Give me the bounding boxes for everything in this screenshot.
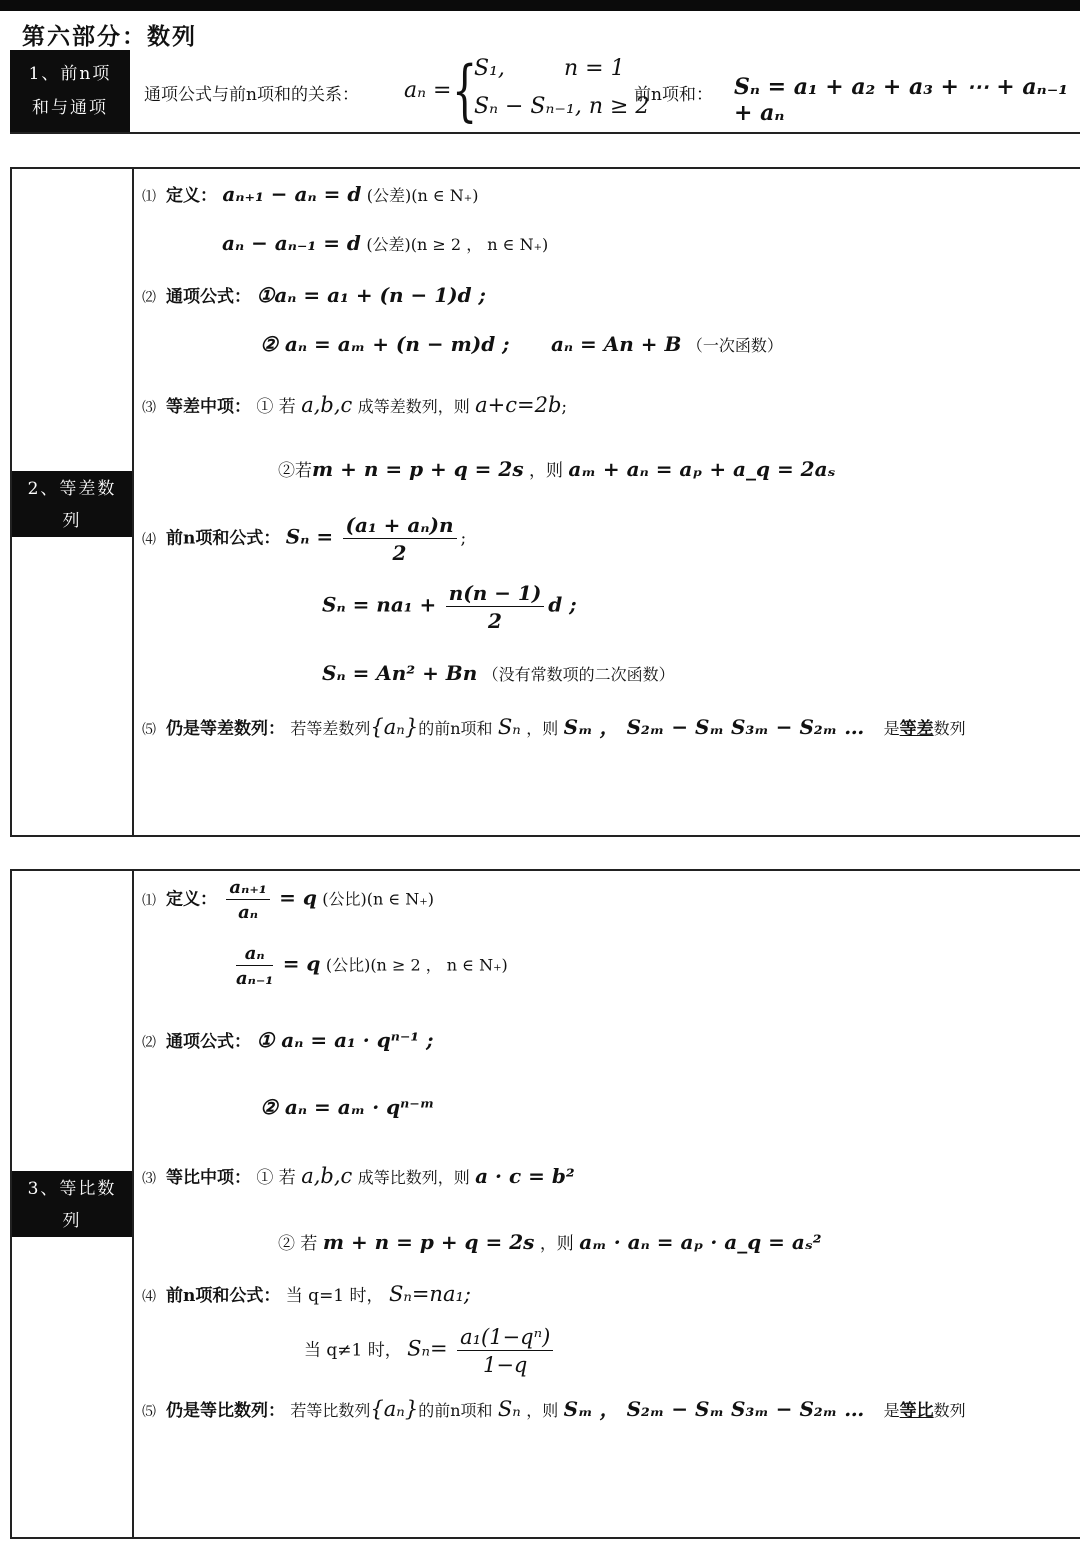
numerator: a₁(1−qⁿ) [457, 1325, 553, 1351]
relation-label: 通项公式与前n项和的关系： [144, 85, 359, 105]
item-heading: 等比中项： [166, 1168, 251, 1188]
section-content [144, 50, 1074, 132]
side-column [12, 169, 134, 835]
item-number: ⑷ [142, 531, 156, 548]
section-label [12, 1171, 132, 1237]
label-line-1: 1、前n项 [28, 64, 112, 84]
formula: a · c = b² [475, 1164, 575, 1188]
text: ，则 [539, 1234, 574, 1254]
item-number: ⑵ [142, 290, 156, 306]
middle-term-line-2 [278, 456, 835, 481]
sequence-symbol: {aₙ} [370, 715, 419, 739]
item-heading: 定义： [166, 889, 217, 910]
section-sum-and-general-term [10, 50, 1080, 134]
variables: a,b,c [301, 393, 353, 417]
sum-formula: Sₙ = a₁ + a₂ + a₃ + ⋯ + aₙ₋₁ + aₙ [734, 74, 1068, 126]
text: ，则 [526, 719, 559, 738]
numerator: n(n − 1) [446, 581, 545, 607]
text: 是 [883, 1401, 900, 1420]
denominator: aₙ [238, 902, 259, 923]
fraction [446, 581, 545, 633]
sum-symbol: Sₙ [497, 1397, 521, 1421]
middle-term-line [142, 1163, 575, 1188]
numerator: aₙ₊₁ [226, 877, 269, 900]
formula-tail: d ; [548, 592, 577, 617]
denominator: aₙ₋₁ [236, 968, 274, 989]
item-heading: 通项公式： [166, 1032, 251, 1052]
formula: a+c=2b [475, 393, 562, 417]
numerator: aₙ [236, 943, 273, 966]
formula-note: (公比)(n ∈ N₊) [322, 889, 434, 909]
item-number: ⑵ [142, 1035, 156, 1051]
side-column [12, 871, 134, 1537]
text: 数列 [933, 1401, 966, 1420]
label-line-2: 列 [62, 511, 82, 531]
formula: ② aₙ = aₘ · qⁿ⁻ᵐ [260, 1095, 435, 1119]
item-heading: 通项公式： [166, 287, 251, 307]
item-heading: 仍是等差数列： [166, 719, 285, 739]
definition-line [142, 181, 478, 206]
section-geometric-sequence [10, 869, 1080, 1539]
item-number: ⑴ [142, 189, 156, 205]
text: 数列 [933, 719, 966, 738]
text: 当 q≠1 时， [304, 1340, 402, 1361]
numerator: (a₁ + aₙ)n [343, 513, 457, 539]
text: 的前n项和 [418, 1401, 493, 1420]
formula-lhs: Sₙ= [407, 1336, 448, 1361]
item-number: ⑶ [142, 1171, 156, 1187]
punct: ; [460, 528, 467, 549]
label-line-2: 列 [62, 1211, 82, 1231]
sum-formula-line [142, 1281, 471, 1306]
case-2-expr: Sₙ − Sₙ₋₁, n ≥ 2 [474, 94, 650, 119]
sum-formula-line-2 [304, 1325, 557, 1377]
formula-note: (公差)(n ∈ N₊) [366, 186, 479, 205]
text: 成等差数列，则 [357, 397, 470, 416]
formula: Sₙ=na₁; [388, 1282, 471, 1306]
item-heading: 仍是等比数列： [166, 1401, 285, 1421]
item-number: ⑶ [142, 400, 156, 416]
text: ②若 [278, 461, 312, 481]
sum-label: 前n项和： [634, 85, 713, 105]
general-term-line-2 [260, 332, 783, 356]
fraction [457, 1325, 553, 1377]
formula-lhs: Sₙ = na₁ + [322, 592, 437, 617]
formula: m + n = p + q = 2s [322, 1230, 535, 1254]
definition-line [142, 877, 434, 923]
text: 是 [883, 719, 900, 738]
definition-line-2 [222, 231, 548, 255]
text: ② 若 [278, 1234, 318, 1254]
general-term-line [142, 1027, 434, 1052]
text: ① 若 [256, 397, 296, 417]
item-heading: 前n项和公式： [166, 1286, 281, 1306]
text: 的前n项和 [418, 719, 493, 738]
fraction [226, 877, 269, 923]
general-term-line-2 [260, 1095, 434, 1119]
sum-formula-line-2 [322, 581, 577, 633]
still-geometric-line [142, 1393, 966, 1422]
text: 若等比数列 [290, 1401, 371, 1420]
formula: ① aₙ = a₁ · qⁿ⁻¹ ; [256, 1028, 434, 1052]
formula-note: (公差)(n ≥ 2 ， n ∈ N₊) [366, 235, 549, 254]
sum-symbol: Sₙ [497, 715, 521, 739]
formula: = q [282, 951, 321, 976]
case-1-condition: n = 1 [564, 56, 625, 81]
formula: = q [279, 885, 317, 910]
denominator: 2 [392, 541, 407, 565]
item-heading: 等差中项： [166, 397, 251, 417]
item-number: ⑸ [142, 1404, 156, 1420]
section-label [12, 471, 132, 537]
middle-term-line-2 [278, 1229, 822, 1254]
brace-glyph: { [452, 52, 478, 129]
item-heading: 定义： [166, 186, 217, 206]
sum-formula-line [142, 513, 466, 565]
still-arithmetic-line [142, 711, 966, 740]
page-title: 第六部分：数列 [22, 23, 197, 50]
formula: ② aₙ = aₘ + (n − m)d ; [260, 332, 510, 356]
text: 成等比数列，则 [357, 1168, 470, 1187]
sequence-symbol: {aₙ} [370, 1397, 419, 1421]
item-heading: 前n项和公式： [166, 528, 281, 549]
formula-linear: aₙ = An + B [550, 332, 682, 356]
item-number: ⑴ [142, 892, 156, 909]
formula: aₙ − aₙ₋₁ = d [222, 231, 361, 255]
formula: aₘ + aₙ = aₚ + a_q = 2aₛ [568, 457, 836, 481]
formula-lhs: Sₙ = [285, 524, 334, 549]
punct: ; [561, 397, 568, 417]
formula: aₙ₊₁ − aₙ = d [222, 182, 362, 206]
formula: Sₙ = An² + Bn [322, 661, 478, 685]
an-lhs: aₙ = [404, 78, 452, 103]
definition-line-2 [232, 943, 508, 989]
text: ，则 [526, 1401, 559, 1420]
middle-term-line [142, 392, 567, 417]
formula: Sₘ ， S₂ₘ − Sₘ S₃ₘ − S₂ₘ … [563, 715, 865, 739]
section-arithmetic-sequence [10, 167, 1080, 837]
sum-formula-line-3 [322, 661, 675, 685]
fraction [236, 943, 273, 989]
text: 当 q=1 时， [285, 1286, 384, 1306]
fraction [343, 513, 457, 565]
text: ① 若 [256, 1168, 296, 1188]
formula: ①aₙ = a₁ + (n − 1)d ; [256, 283, 486, 307]
variables: a,b,c [301, 1164, 353, 1188]
formula: Sₘ ， S₂ₘ − Sₘ S₃ₘ − S₂ₘ … [563, 1397, 865, 1421]
underlined-word: 等比 [899, 1401, 934, 1421]
label-line-1: 2、等差数 [27, 479, 117, 499]
case-1-expr: S₁, [474, 56, 505, 81]
text: 若等差数列 [290, 719, 371, 738]
item-number: ⑸ [142, 722, 156, 738]
text: ，则 [529, 461, 563, 481]
denominator: 1−q [482, 1353, 528, 1377]
formula-note: （一次函数） [686, 336, 783, 355]
top-border-bar [0, 0, 1080, 11]
section-label [10, 50, 130, 132]
label-line-1: 3、等比数 [27, 1179, 117, 1199]
formula-note: （没有常数项的二次函数） [482, 665, 675, 684]
formula: m + n = p + q = 2s [312, 457, 524, 481]
label-line-2: 和与通项 [32, 98, 108, 118]
formula-note: (公比)(n ≥ 2 ， n ∈ N₊) [325, 955, 508, 975]
general-term-line [142, 282, 486, 307]
denominator: 2 [488, 609, 502, 633]
item-number: ⑷ [142, 1289, 156, 1305]
formula: aₘ · aₙ = aₚ · a_q = aₛ² [579, 1230, 822, 1254]
underlined-word: 等差 [899, 719, 934, 739]
